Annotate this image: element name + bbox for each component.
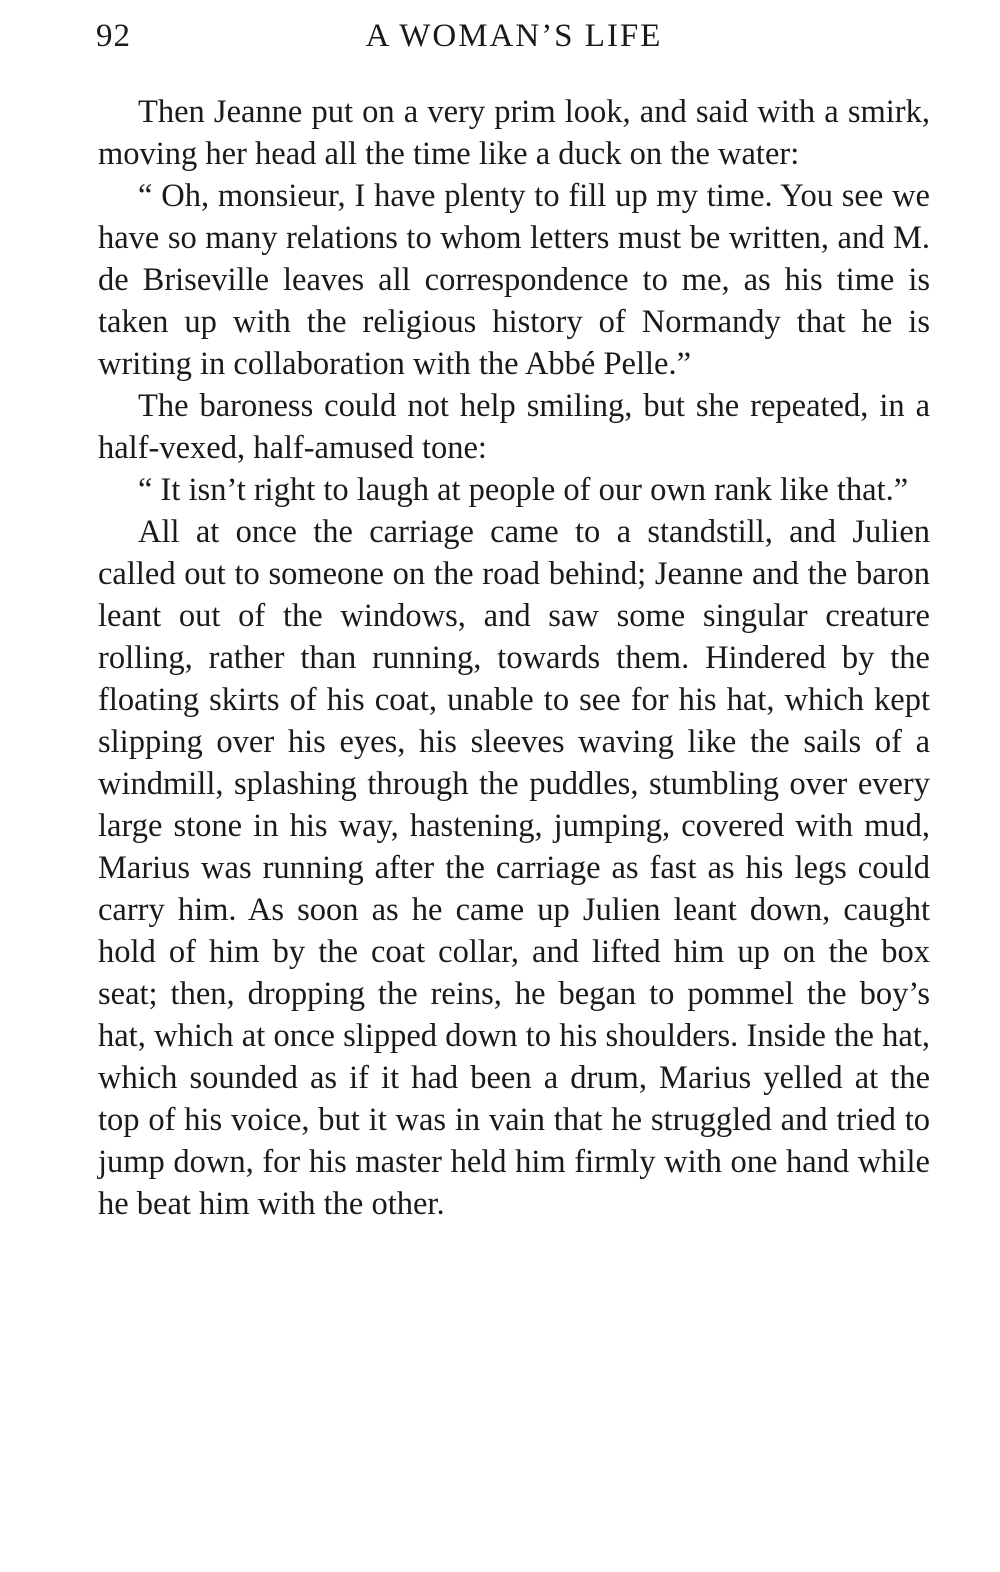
page-number: 92 <box>96 18 131 54</box>
paragraph: The baroness could not help smiling, but she repeated, in a half-vexed, half-amused tone: <box>98 388 930 466</box>
paragraph: All at once the carriage came to a standstill, and Julien called out to someone on the road behind; Jeanne and the baron leant out of the windows, and saw some singular creature rolling, rather than running, towards them. Hindered by the floating skirts of his coat, unable to see for his hat, which kept slipping over his eyes, his sleeves waving like the sails of a windmill, splashing through the puddles, stumbling over every large stone in his way, hastening, jumping, covered with mud, Marius was running after the carriage as fast as his legs could carry him. As soon as he came up Julien leant down, caught hold of him by the coat collar, and lifted him up on the box seat; then, dropping the reins, he began to pommel the boy’s hat, which at once slipped down to his shoulders. Inside the hat, which sounded as if it had been a drum, Marius yelled at the top of his voice, but it was in vain that he struggled and tried to jump down, for his master held him firmly with one hand while he beat him with the other. <box>98 514 930 1222</box>
paragraph: “ It isn’t right to laugh at people of our own rank like that.” <box>138 472 909 508</box>
running-head: A WOMAN’S LIFE <box>365 18 663 54</box>
page-header <box>96 18 932 68</box>
body-text <box>98 91 930 1225</box>
paragraph: “ Oh, monsieur, I have plenty to fill up my time. You see we have so many relations to whom letters must be written, and M. de Briseville leaves all correspondence to me, as his time is taken up with the religious history of Normandy that he is writing in collaboration with the Abbé Pelle.” <box>98 178 930 382</box>
paragraph: Then Jeanne put on a very prim look, and said with a smirk, moving her head all the time like a duck on the water: <box>98 94 930 172</box>
